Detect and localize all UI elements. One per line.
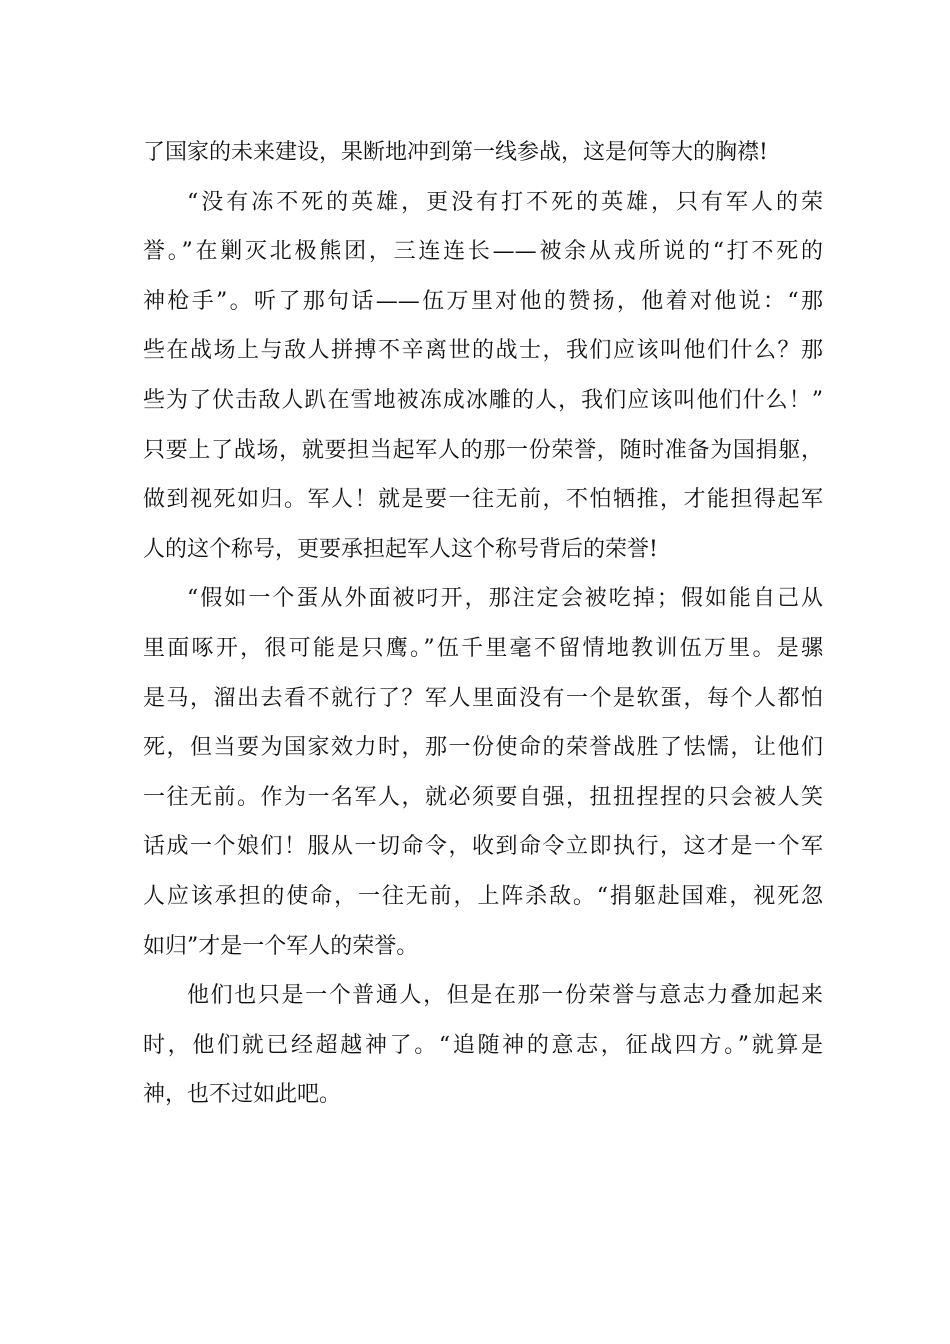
text-line: 些在战场上与敌人拼搏不辛离世的战士，我们应该叫他们什么？那 xyxy=(143,338,823,364)
text-line: 了国家的未来建设，果断地冲到第一线参战，这是何等大的胸襟! xyxy=(143,140,768,165)
text-line: 神枪手”。听了那句话——伍万里对他的赞扬，他着对他说：“那 xyxy=(143,288,823,314)
text-line: 誉。”在剿灭北极熊团，三连连长——被余从戎所说的“打不死的 xyxy=(143,239,823,265)
document-body xyxy=(143,128,823,1120)
paragraph-start-line: 他们也只是一个普通人，但是在那一份荣誉与意志力叠加起来 xyxy=(187,983,823,1009)
text-line: 人应该承担的使命，一往无前，上阵杀敌。“捐躯赴国难，视死忽 xyxy=(143,883,823,909)
text-line: 里面啄开，很可能是只鹰。”伍千里毫不留情地教训伍万里。是骡 xyxy=(143,635,823,661)
text-line: 人的这个称号，更要承担起军人这个称号背后的荣誉! xyxy=(143,536,658,562)
text-line: 话成一个娘们！服从一切命令，收到命令立即执行，这才是一个军 xyxy=(143,834,823,860)
text-line: 死，但当要为国家效力时，那一份使命的荣誉战胜了怯懦，让他们 xyxy=(143,735,823,761)
text-line: 时，他们就已经超越神了。“追随神的意志，征战四方。”就算是 xyxy=(143,1032,823,1058)
paragraph-start-line: “假如一个蛋从外面被叼开，那注定会被吃掉；假如能自己从 xyxy=(187,586,823,612)
text-line: 一往无前。作为一名军人，就必须要自强，扭扭捏捏的只会被人笑 xyxy=(143,784,823,810)
paragraph-start-line: “没有冻不死的英雄，更没有打不死的英雄，只有军人的荣 xyxy=(187,189,823,215)
text-line: 如归”才是一个军人的荣誉。 xyxy=(143,933,419,959)
text-line: 是马，溜出去看不就行了？军人里面没有一个是软蛋，每个人都怕 xyxy=(143,685,823,711)
text-line: 神，也不过如此吧。 xyxy=(143,1082,342,1108)
text-line: 些为了伏击敌人趴在雪地被冻成冰雕的人，我们应该叫他们什么！” xyxy=(143,387,823,413)
text-line: 只要上了战场，就要担当起军人的那一份荣誉，随时准备为国捐躯， xyxy=(143,437,823,463)
text-line: 做到视死如归。军人！就是要一往无前，不怕牺推，才能担得起军 xyxy=(143,487,823,513)
